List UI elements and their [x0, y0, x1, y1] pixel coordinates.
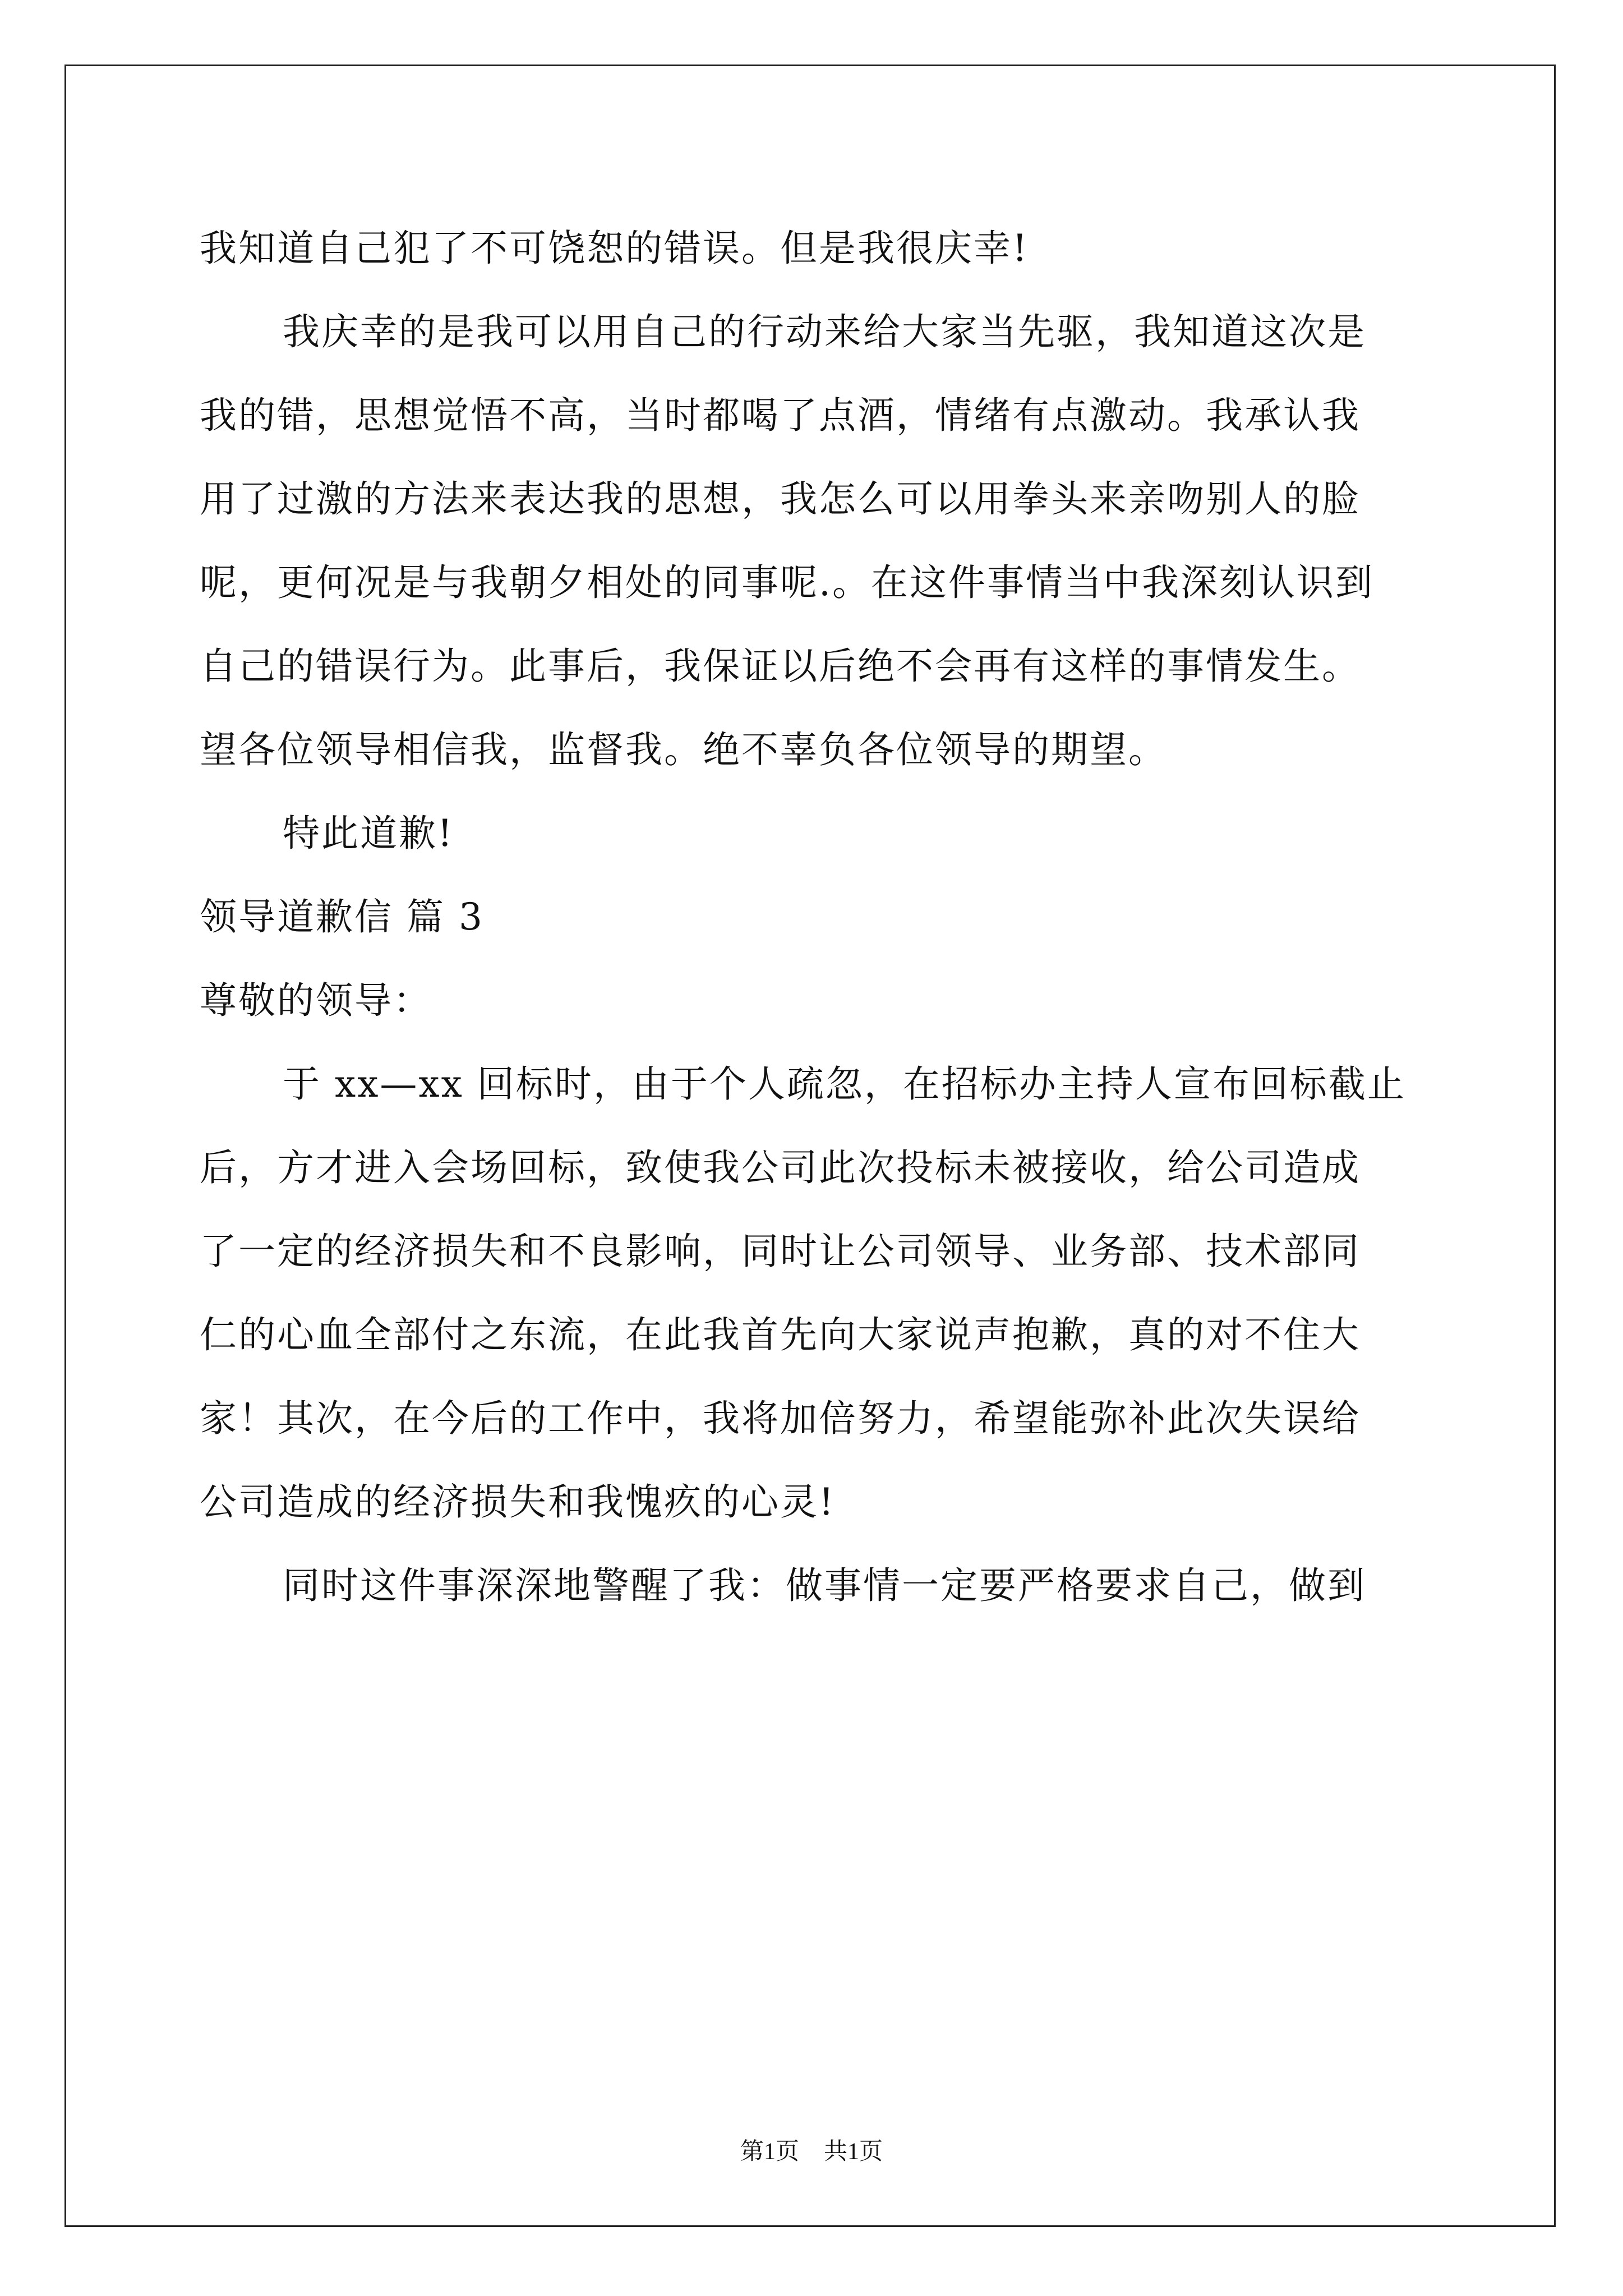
text-line: 同时这件事深深地警醒了我：做事情一定要严格要求自己，做到 — [283, 1564, 1366, 1607]
document-body — [200, 206, 1422, 1627]
text-line: 望各位领导相信我，监督我。绝不辜负各位领导的期望。 — [200, 728, 1167, 771]
text-line: 自己的错误行为。此事后，我保证以后绝不会再有这样的事情发生。 — [200, 645, 1361, 688]
text-line: 了一定的经济损失和不良影响，同时让公司领导、业务部、技术部同 — [200, 1230, 1361, 1273]
text-line: 于 xx—xx 回标时，由于个人疏忽，在招标办主持人宣布回标截止 — [283, 1062, 1406, 1106]
text-line: 我庆幸的是我可以用自己的行动来给大家当先驱，我知道这次是 — [283, 310, 1366, 353]
page-number-total: 共1页 — [824, 2139, 883, 2165]
section-heading: 领导道歉信 篇 3 — [200, 895, 484, 938]
text-line: 仁的心血全部付之东流，在此我首先向大家说声抱歉，真的对不住大 — [200, 1313, 1361, 1356]
page-footer — [0, 2135, 1623, 2169]
text-line: 后，方才进入会场回标，致使我公司此次投标未被接收，给公司造成 — [200, 1146, 1361, 1189]
page-number-current: 第1页 — [740, 2139, 799, 2165]
text-line: 用了过激的方法来表达我的思想，我怎么可以用拳头来亲吻别人的脸 — [200, 477, 1361, 521]
text-line: 呢，更何况是与我朝夕相处的同事呢.。在这件事情当中我深刻认识到 — [200, 561, 1374, 604]
text-line: 公司造成的经济损失和我愧疚的心灵! — [200, 1480, 836, 1524]
text-line: 特此道歉! — [283, 812, 454, 855]
text-line: 家！其次，在今后的工作中，我将加倍努力，希望能弥补此次失误给 — [200, 1397, 1361, 1440]
text-line: 我的错，思想觉悟不高，当时都喝了点酒，情绪有点激动。我承认我 — [200, 394, 1361, 437]
salutation: 尊敬的领导： — [200, 979, 432, 1022]
text-line: 我知道自己犯了不可饶恕的错误。但是我很庆幸! — [200, 227, 1029, 270]
